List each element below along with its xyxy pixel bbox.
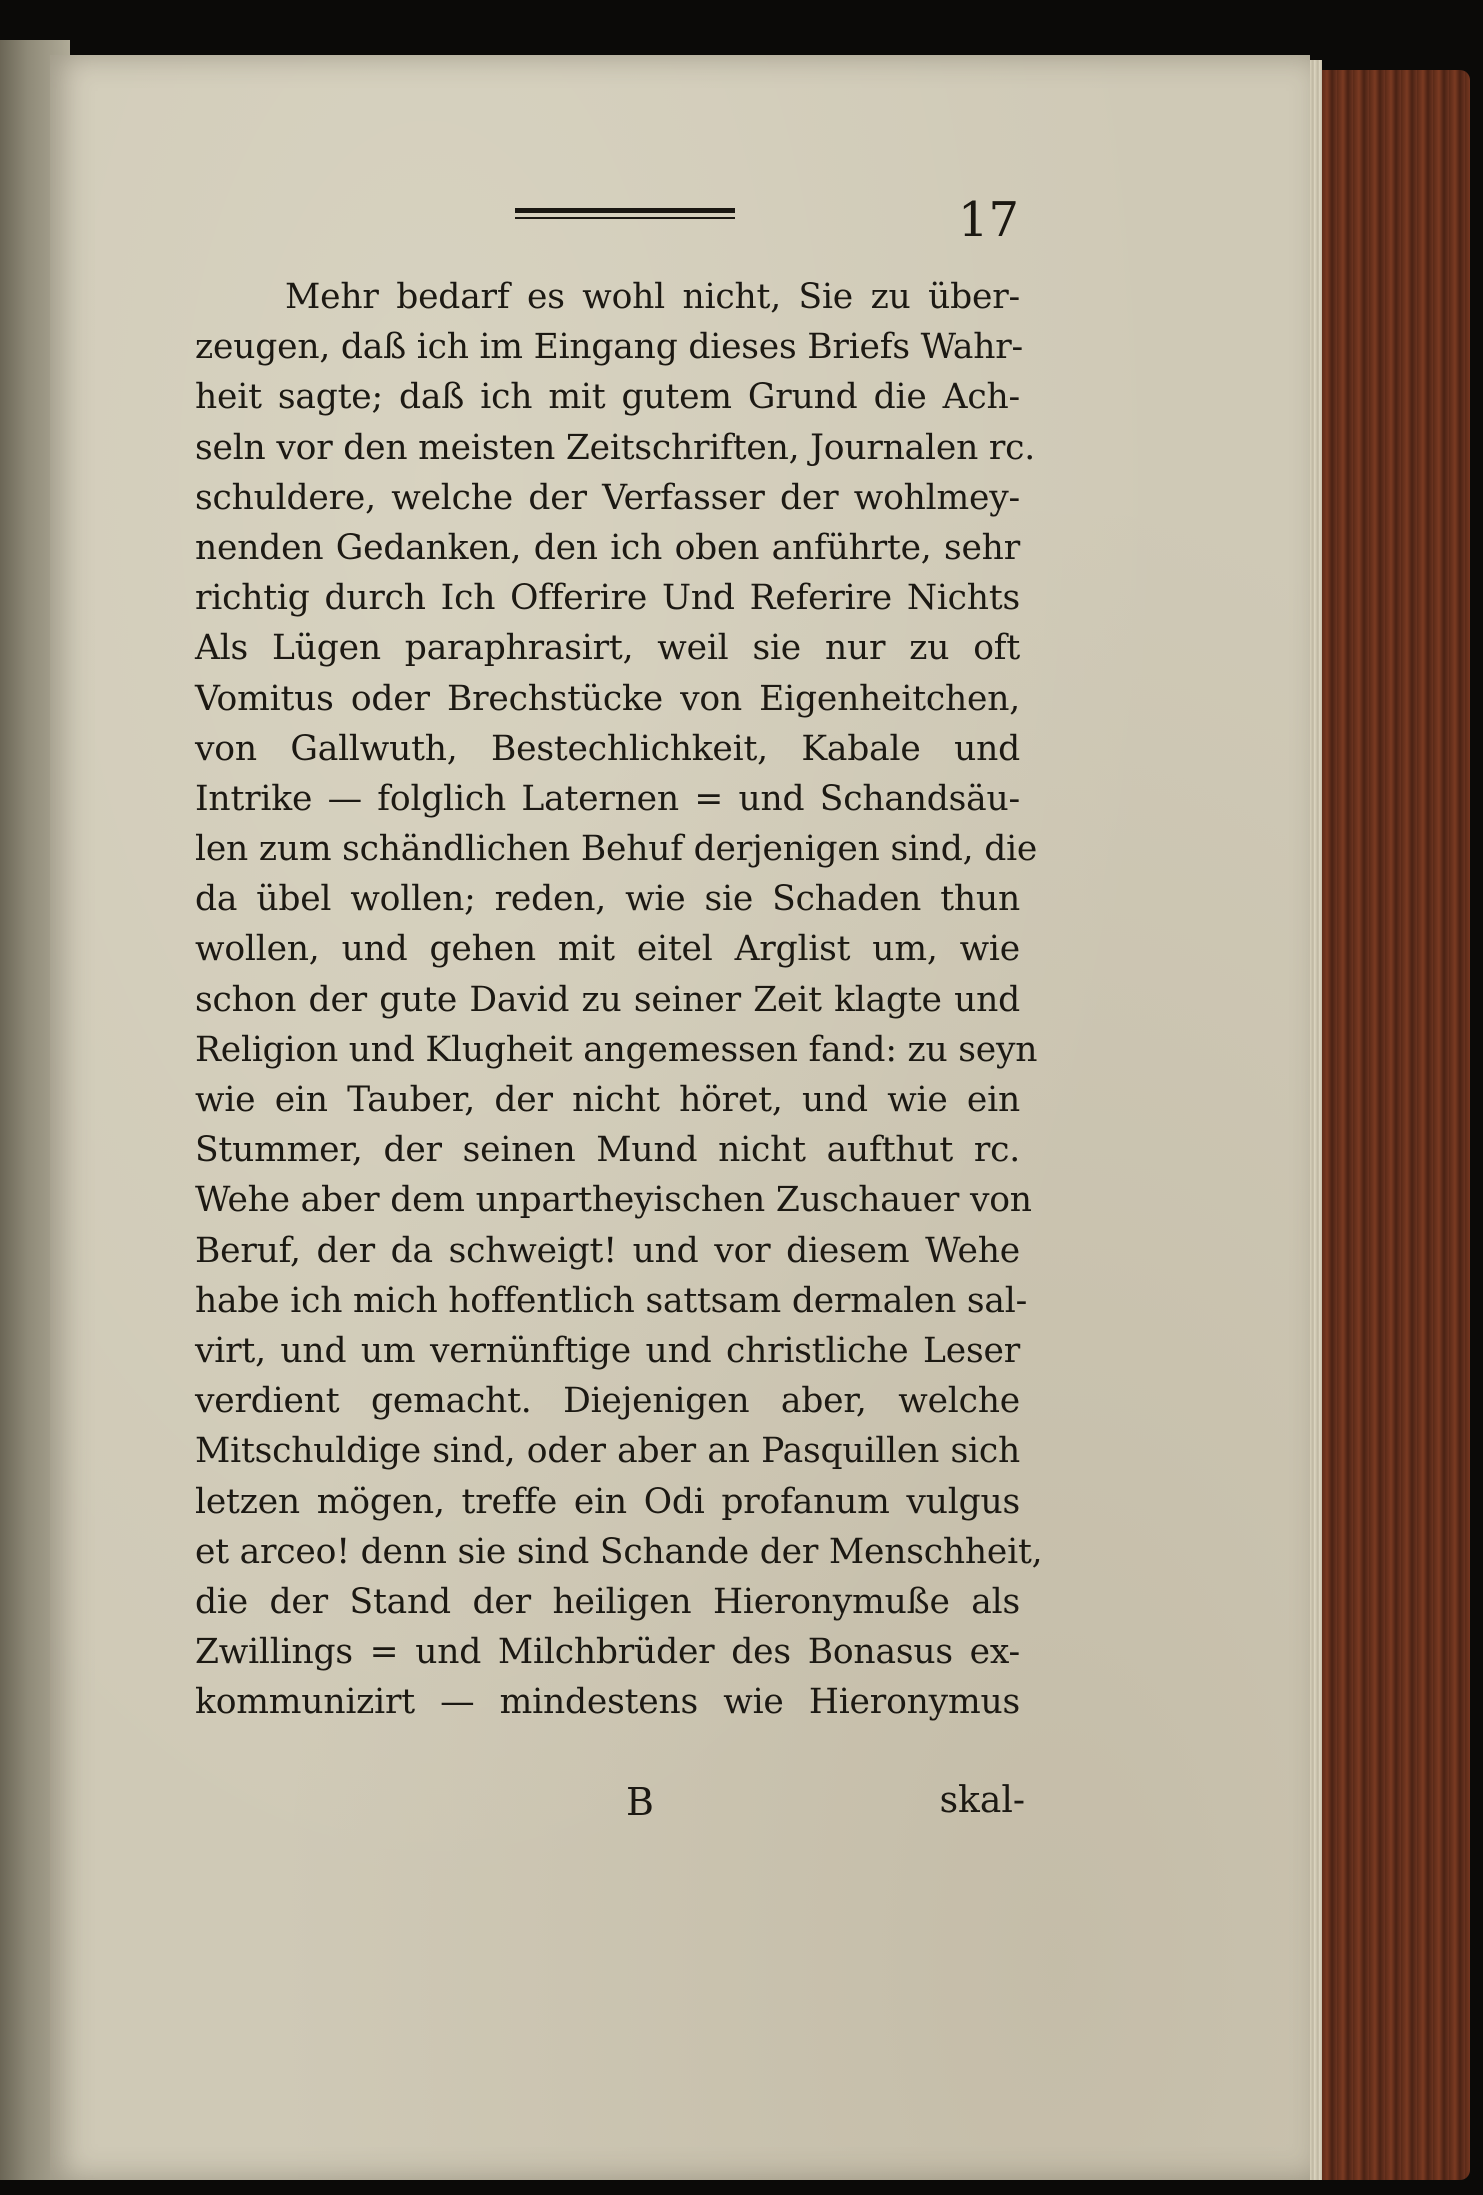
text-line: kommunizirt — mindestens wie Hieronymus	[195, 1682, 1020, 1723]
text-line: habe ich mich hoffentlich sattsam dermalen sal-	[195, 1280, 1028, 1321]
text-line: nenden Gedanken, den ich oben anführte, sehr	[195, 527, 1020, 568]
signature-mark: B	[626, 1780, 654, 1824]
book-binding	[1305, 70, 1470, 2180]
text-line: schon der gute David zu seiner Zeit klagte und	[195, 979, 1020, 1020]
text-line: Beruf, der da schweigt! und vor diesem Wehe	[195, 1230, 1020, 1271]
text-line: Als Lügen paraphrasirt, weil sie nur zu oft	[195, 628, 1020, 669]
text-line: Mitschuldige sind, oder aber an Pasquillen sich	[195, 1431, 1020, 1472]
text-line: zeugen, daß ich im Eingang dieses Briefs Wahr-	[195, 327, 1024, 368]
text-line: letzen mögen, treffe ein Odi profanum vulgus	[195, 1481, 1020, 1522]
text-line: len zum schändlichen Behuf derjenigen sind, die	[195, 829, 1038, 870]
text-line: et arceo! denn sie sind Schande der Menschheit,	[195, 1531, 1043, 1572]
text-line: schuldere, welche der Verfasser der wohlmey-	[195, 477, 1020, 518]
text-line: Intrike — folglich Laternen = und Schandsäu-	[195, 778, 1020, 819]
body-text	[195, 272, 1043, 1727]
text-line: virt, und um vernünftige und christliche Leser	[195, 1330, 1020, 1371]
text-line: heit sagte; daß ich mit gutem Grund die Ach-	[195, 377, 1020, 418]
catchword: skal-	[939, 1780, 1025, 1821]
text-line: seln vor den meisten Zeitschriften, Journalen rc.	[195, 427, 1036, 468]
text-line: Religion und Klugheit angemessen fand: zu seyn	[195, 1029, 1038, 1070]
text-line: wie ein Tauber, der nicht höret, und wie ein	[195, 1080, 1020, 1120]
page-number: 17	[958, 192, 1020, 248]
text-line: Vomitus oder Brechstücke von Eigenheitchen,	[195, 678, 1020, 719]
text-line: Wehe aber dem unpartheyischen Zuschauer von	[195, 1180, 1032, 1221]
text-line: verdient gemacht. Diejenigen aber, welche	[195, 1381, 1020, 1422]
text-line: Mehr bedarf es wohl nicht, Sie zu über-	[285, 277, 1020, 317]
header-rule	[515, 208, 735, 222]
text-line: Zwillings = und Milchbrüder des Bonasus ex-	[195, 1632, 1020, 1673]
text-line: wollen, und gehen mit eitel Arglist um, wie	[195, 929, 1020, 970]
text-line: die der Stand der heiligen Hieronymuße als	[195, 1581, 1020, 1622]
text-line: richtig durch Ich Offerire Und Referire Nichts	[195, 578, 1020, 619]
text-line: von Gallwuth, Bestechlichkeit, Kabale und	[195, 728, 1020, 769]
text-line: Stummer, der seinen Mund nicht aufthut rc.	[195, 1130, 1020, 1171]
text-line: da übel wollen; reden, wie sie Schaden thun	[195, 879, 1020, 920]
